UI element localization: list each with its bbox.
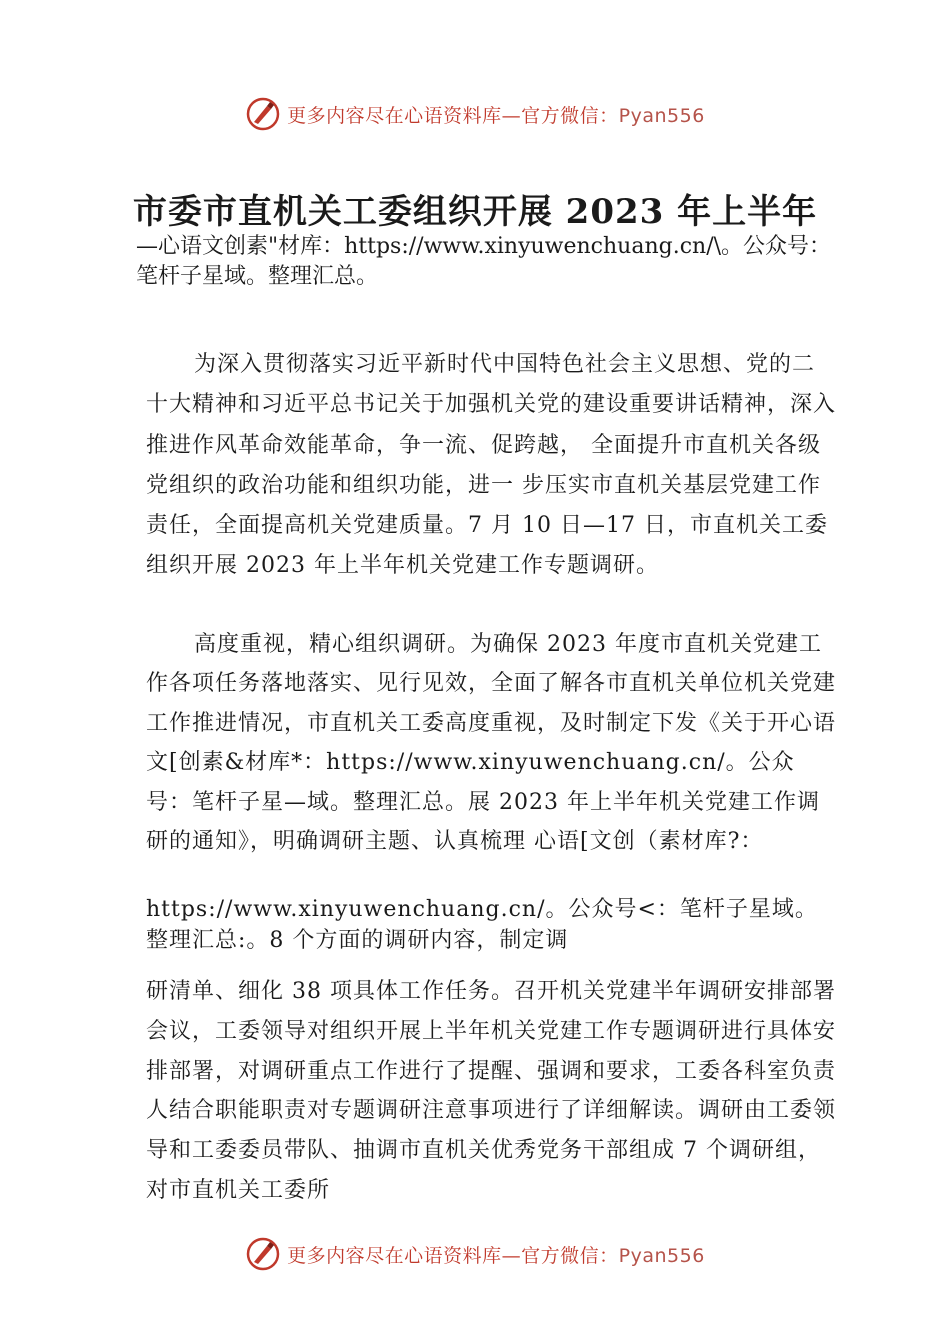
wechat-id: Pyan556 [618,104,705,127]
watermark-text: 更多内容尽在心语资料库—官方微信：Pyan556 [287,104,705,127]
document-title: 市委市直机关工委组织开展 2023 年上半年 [132,192,818,232]
document-subtitle: —心语文创素"材库：https://www.xinyuwenchuang.cn/\。公众号：笔杆子星域。整理汇总。 [136,234,832,289]
paragraph-2-continued: https://www.xinyuwenchuang.cn/。公众号<：笔杆子星域。整理汇总:。8 个方面的调研内容，制定调 [146,897,818,953]
footer-watermark [0,1232,950,1276]
paragraph-3: 研清单、细化 38 项具体工作任务。召开机关党建半年调研安排部署会议，工委领导对组织开展上半年机关党建工作专题调研进行具体安排部署，对调研重点工作进行了提醒、强调和要求，工委各科室负责人结合职能职责对专题调研注意事项进行了详细解读。调研由工委领导和工委委员带队、抽调市直机关优秀党务干部组成 7 个调研组，对市直机关工委所 [146,979,837,1203]
pen-logo-icon [245,96,281,132]
watermark-text: 更多内容尽在心语资料库—官方微信：Pyan556 [287,1244,705,1267]
paragraph-2: 高度重视，精心组织调研。为确保 2023 年度市直机关党建工作各项任务落地落实、见行见效，全面了解各市直机关单位机关党建工作推进情况，市直机关工委高度重视，及时制定下发《关于开心语文[创素&材库*：https://www.xinyuwenchuang.cn/。公众号：笔杆子星—域。整理汇总。展 2023 年上半年机关党建工作调研的通知》，明确调研主题、认真梳理 心语[文创（素材库?： [146,632,837,855]
paragraph-1: 为深入贯彻落实习近平新时代中国特色社会主义思想、党的二十大精神和习近平总书记关于加强机关党的建设重要讲话精神，深入推进作风革命效能革命，争一流、促跨越， 全面提升市直机关各级党组织的政治功能和组织功能，进一 步压实市直机关基层党建工作责任，全面提高机关党建质量。7 月 10 日—17 日，市直机关工委组织开展 2023 年上半年机关党建工作专题调研。 [146,352,837,579]
pen-logo-icon [245,1236,281,1272]
header-watermark [0,92,950,136]
wechat-id: Pyan556 [618,1244,705,1267]
